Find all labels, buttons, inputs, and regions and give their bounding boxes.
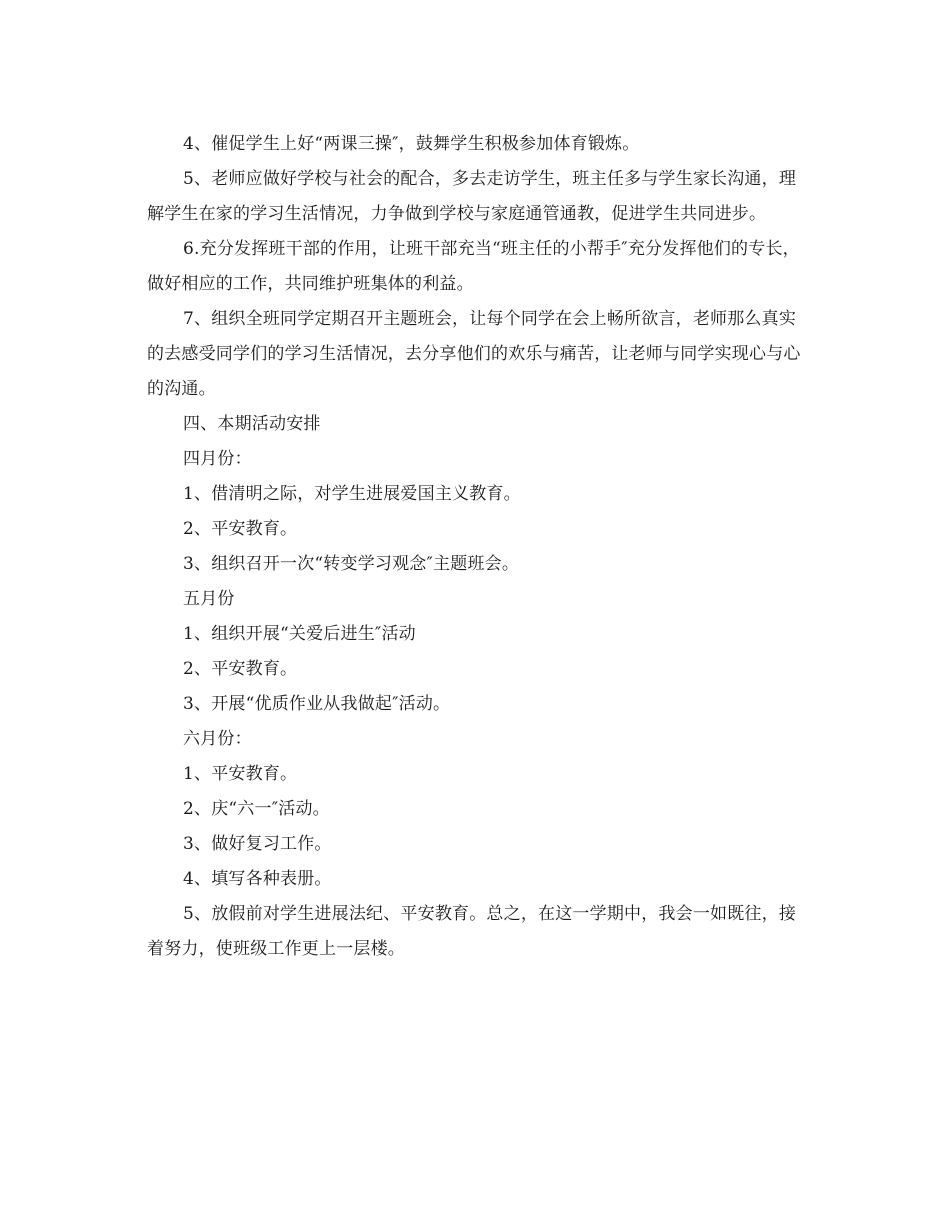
may-item-3: 3、开展“优质作业从我做起″活动。: [183, 694, 451, 714]
document-body: [147, 127, 807, 967]
may-item-2: 2、平安教育。: [183, 659, 298, 679]
april-item-2: 2、平安教育。: [183, 519, 298, 539]
month-heading-april: 四月份：: [183, 449, 252, 469]
june-item-3: 3、做好复习工作。: [183, 834, 332, 854]
paragraph-item-7: 7、组织全班同学定期召开主题班会，让每个同学在会上畅所欲言，老师那么真实的去感受同学们的学习生活情况，去分享他们的欢乐与痛苦，让老师与同学实现心与心的沟通。: [147, 309, 801, 399]
april-item-3: 3、组织召开一次“转变学习观念″主题班会。: [183, 554, 520, 574]
month-heading-may: 五月份: [183, 589, 235, 609]
may-item-1: 1、组织开展“关爱后进生″活动: [183, 624, 416, 644]
june-item-2: 2、庆“六一″活动。: [183, 799, 330, 819]
june-item-4: 4、填写各种表册。: [183, 869, 332, 889]
june-item-1: 1、平安教育。: [183, 764, 298, 784]
paragraph-item-4: 4、催促学生上好“两课三操″，鼓舞学生积极参加体育锻炼。: [183, 134, 640, 154]
paragraph-item-6: 6.充分发挥班干部的作用，让班干部充当“班主任的小帮手″充分发挥他们的专长，做好相应的工作，共同维护班集体的利益。: [147, 239, 800, 294]
month-heading-june: 六月份：: [183, 729, 252, 749]
april-item-1: 1、借清明之际，对学生进展爱国主义教育。: [183, 484, 521, 504]
paragraph-item-5: 5、老师应做好学校与社会的配合，多去走访学生，班主任多与学生家长沟通，理解学生在家的学习生活情况，力争做到学校与家庭通管通教，促进学生共同进步。: [147, 169, 797, 224]
june-item-5-summary: 5、放假前对学生进展法纪、平安教育。总之，在这一学期中，我会一如既往，接着努力，使班级工作更上一层楼。: [147, 904, 797, 959]
section-heading-activities: 四、本期活动安排: [183, 414, 321, 434]
